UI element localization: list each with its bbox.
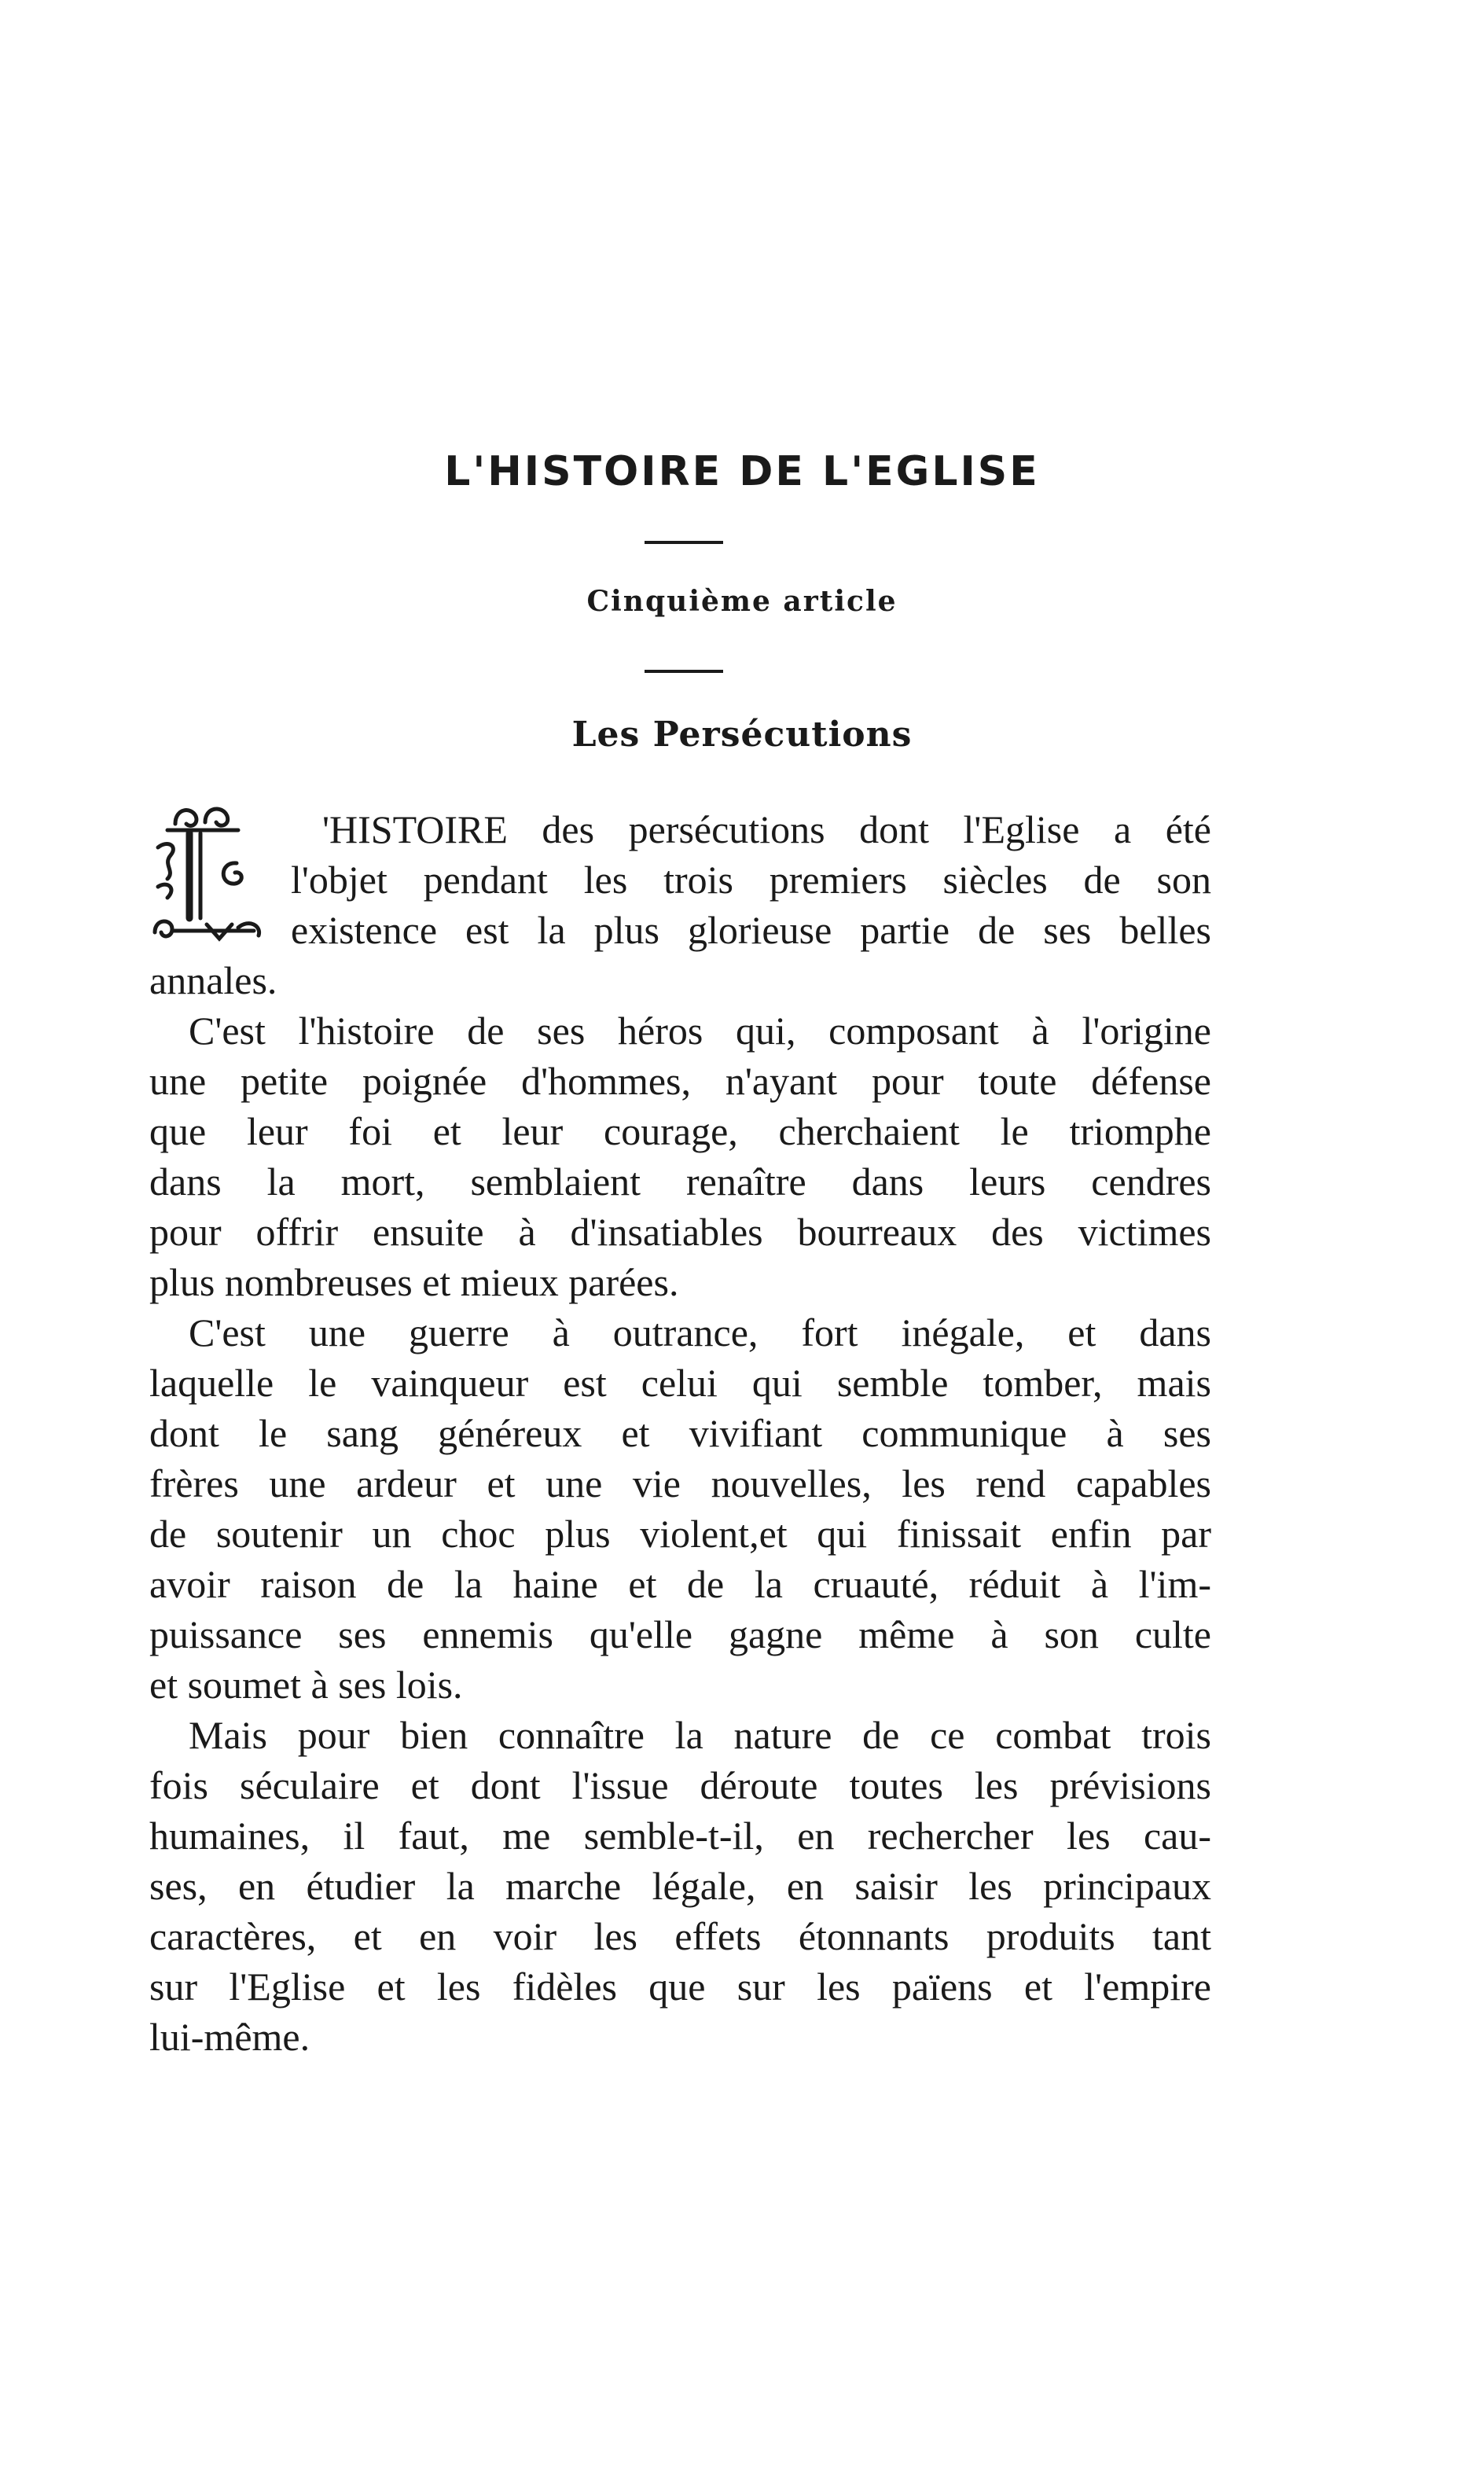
body-line: lui-même.	[149, 2015, 310, 2059]
body-line: Mais pour bien connaître la nature de ce combat trois	[189, 1713, 1211, 1757]
body-line: plus nombreuses et mieux parées.	[149, 1260, 679, 1304]
body-line: et soumet à ses lois.	[149, 1663, 463, 1707]
body-line: humaines, il faut, me semble-t-il, en rechercher les cau-	[149, 1814, 1211, 1858]
divider-top	[645, 541, 723, 544]
body-line: l'objet pendant les trois premiers siècles de son	[291, 858, 1211, 902]
body-line: caractères, et en voir les effets étonnants produits tant	[149, 1914, 1211, 1958]
body-line: pour offrir ensuite à d'insatiables bourreaux des victimes	[149, 1210, 1211, 1254]
section-heading: Les Persécutions	[571, 715, 913, 755]
page-title: L'HISTOIRE DE L'EGLISE	[444, 448, 1040, 495]
body-line: que leur foi et leur courage, cherchaient le triomphe	[149, 1109, 1211, 1153]
body-line: une petite poignée d'hommes, n'ayant pour toute défense	[149, 1059, 1211, 1103]
body-line: avoir raison de la haine et de la cruauté, réduit à l'im-	[149, 1562, 1211, 1606]
body-line: ses, en étudier la marche légale, en saisir les principaux	[149, 1864, 1211, 1908]
body-line: dont le sang généreux et vivifiant communique à ses	[149, 1411, 1211, 1455]
body-line: de soutenir un choc plus violent,et qui finissait enfin par	[149, 1512, 1211, 1556]
body-line: existence est la plus glorieuse partie de ses belles	[291, 908, 1211, 952]
body-line: C'est une guerre à outrance, fort inégale, et dans	[189, 1310, 1211, 1354]
body-line: frères une ardeur et une vie nouvelles, les rend capables	[149, 1461, 1211, 1505]
body-line: puissance ses ennemis qu'elle gagne même à son culte	[149, 1612, 1211, 1656]
body-line: sur l'Eglise et les fidèles que sur les païens et l'empire	[149, 1965, 1211, 2009]
body-line: fois séculaire et dont l'issue déroute toutes les prévisions	[149, 1763, 1211, 1807]
dropcap-ornament-icon	[144, 792, 293, 950]
body-line: C'est l'histoire de ses héros qui, composant à l'origine	[189, 1009, 1211, 1053]
article-subtitle: Cinquième article	[586, 585, 898, 618]
divider-bottom	[645, 670, 723, 673]
body-line: annales.	[149, 958, 277, 1002]
body-line: dans la mort, semblaient renaître dans leurs cendres	[149, 1160, 1211, 1204]
body-line: laquelle le vainqueur est celui qui semble tomber, mais	[149, 1361, 1211, 1405]
body-line: 'HISTOIRE des persécutions dont l'Eglise a été	[322, 807, 1211, 851]
